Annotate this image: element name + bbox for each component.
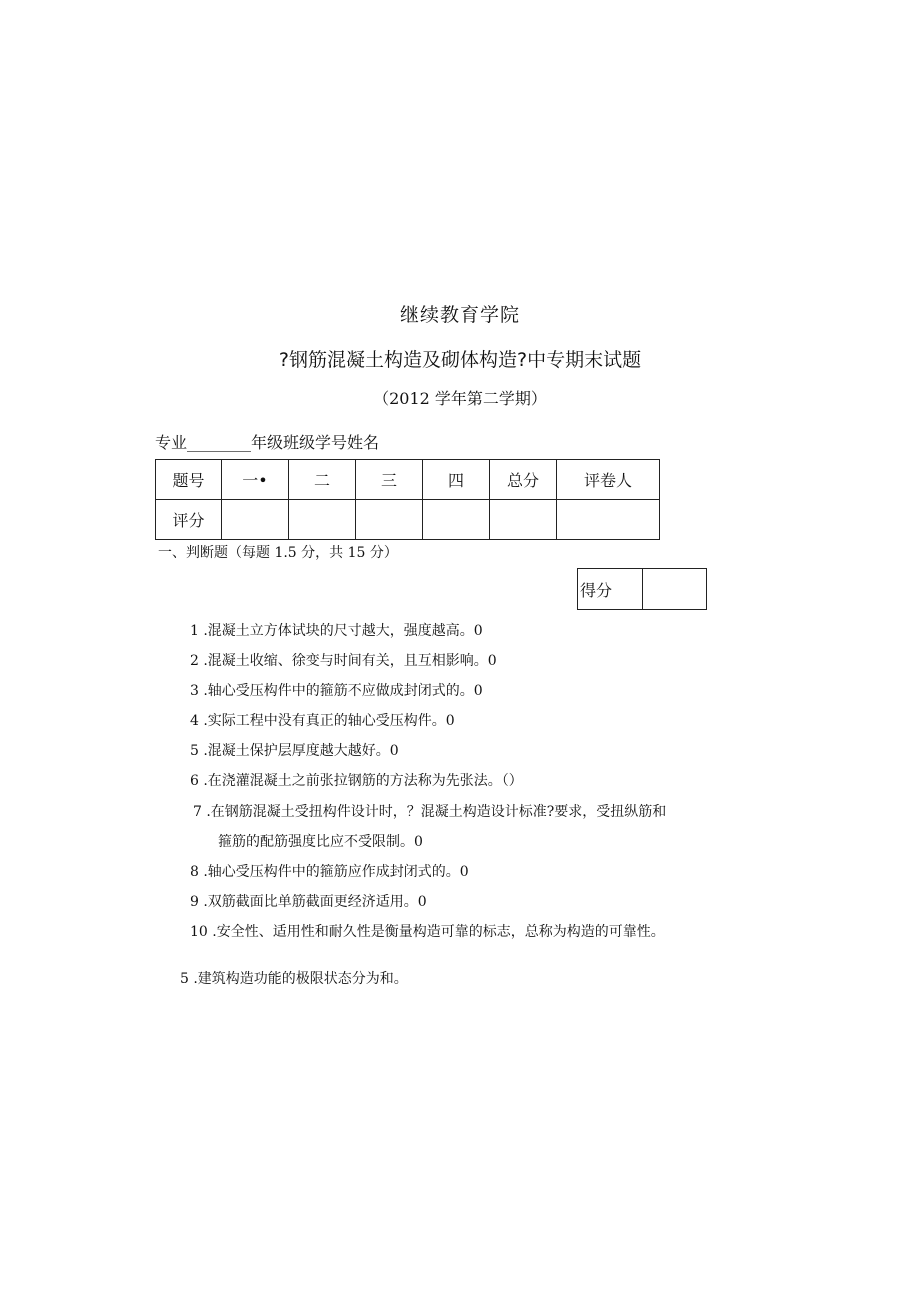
question-4: 4 .实际工程中没有真正的轴心受压构件。0 — [190, 713, 455, 729]
question-8: 8 .轴心受压构件中的箍筋应作成封闭式的。0 — [190, 864, 469, 880]
question-2: 2 .混凝土收缩、徐变与时间有关，且互相影响。0 — [190, 653, 497, 669]
student-info-line: 专业________年级班级学号姓名 — [155, 433, 380, 452]
score-table-header-cell: 评卷人 — [557, 460, 660, 500]
score-table-header-cell: 二 — [289, 460, 356, 500]
section-1-heading: 一、判断题（每题 1.5 分，共 15 分） — [158, 545, 398, 561]
score-table-header-cell: 三 — [356, 460, 423, 500]
score-cell — [289, 500, 356, 540]
school-title: 继续教育学院 — [399, 304, 520, 326]
score-cell — [490, 500, 557, 540]
semester: （2012 学年第二学期） — [373, 389, 547, 408]
question-1: 1 .混凝土立方体试块的尺寸越大，强度越高。0 — [190, 623, 483, 639]
question-5: 5 .混凝土保护层厚度越大越好。0 — [190, 743, 399, 759]
exam-title: ?钢筋混凝土构造及砌体构造?中专期末试题 — [278, 349, 642, 371]
grade-cell — [643, 569, 707, 610]
question-7: 7 .在钢筋混凝土受扭构件设计时，？混凝土构造设计标准?要求，受扭纵筋和 — [193, 804, 667, 820]
score-table-header-cell: 题号 — [156, 460, 222, 500]
score-cell — [356, 500, 423, 540]
score-table-score-row — [156, 500, 660, 540]
score-row-label: 评分 — [156, 500, 222, 540]
question-9: 9 .双筋截面比单筋截面更经济适用。0 — [190, 894, 427, 910]
question-7-continued: 箍筋的配筋强度比应不受限制。0 — [218, 834, 423, 850]
question-3: 3 .轴心受压构件中的箍筋不应做成封闭式的。0 — [190, 683, 483, 699]
score-table — [155, 459, 660, 540]
question-6: 6 .在浇灌混凝土之前张拉钢筋的方法称为先张法。（） — [190, 773, 523, 789]
score-cell — [423, 500, 490, 540]
score-table-header-cell: 一• — [222, 460, 289, 500]
question-10: 10 .安全性、适用性和耐久性是衡量构造可靠的标志，总称为构造的可靠性。 — [190, 924, 665, 940]
score-table-header-row — [156, 460, 660, 500]
score-cell — [557, 500, 660, 540]
score-table-header-cell: 四 — [423, 460, 490, 500]
score-cell — [222, 500, 289, 540]
score-table-header-cell: 总分 — [490, 460, 557, 500]
section-1-grade-box — [577, 568, 707, 610]
grade-label: 得分 — [578, 569, 643, 610]
fill-in-question-5: 5 .建筑构造功能的极限状态分为和。 — [180, 971, 408, 987]
